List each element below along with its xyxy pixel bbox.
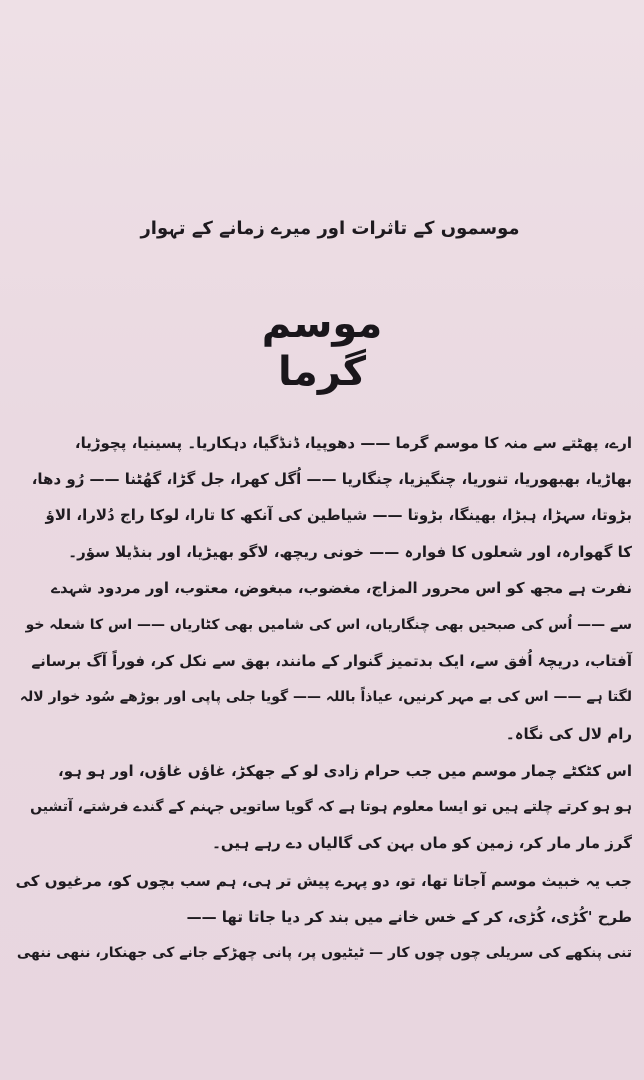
text-line: کا گھوارہ، اور شعلوں کا فوارہ —— خونی ریچھ، لاگو بھیڑیا، اور بنڈیلا سؤر۔: [68, 543, 632, 561]
text-line: آفتاب، دریچۂ اُفق سے، ایک بدتمیز گنوار کے مانند، بھق سے نکل کر، فوراً آگ برسانے: [31, 652, 632, 670]
text-line: بڑوتا، سہڑا، ہبڑا، بھینگا، بڑوتا —— شیاطین کی آنکھ کا تارا، لوکا راج دُلارا، الاؤ: [45, 506, 632, 524]
text-line: طرح 'کُڑی، کُڑی، کر کے خس خانے میں بند کر دیا جاتا تھا ——: [186, 908, 632, 926]
text-line: ہو ہو کرتے چلتے ہیں تو ایسا معلوم ہوتا ہے کہ گویا ساتویں جہنم کے گندے فرشتے، آتشیں: [30, 799, 632, 815]
text-line: رام لال کی نگاہ۔: [505, 725, 632, 743]
text-line: سے —— اُس کی صبحیں بھی چنگاریاں، اس کی شامیں بھی کٹاریاں —— اس کا شعلہ خو: [25, 617, 632, 633]
text-line: بھاڑیا، بھبھوریا، تنوریا، چنگیزیا، چنگاریا —— اُگل کھرا، جل گڑا، گھُٹنا —— رُو دھا،: [31, 470, 632, 488]
text-line: تنی پنکھے کی سریلی چوں چوں کار — ٹیٹیوں پر، پانی چھڑکے جانے کی جھنکار، ننھی ننھی: [16, 945, 632, 961]
text-line: لگتا ہے —— اس کی بے مہر کرنیں، عیاذاً باللہ —— گویا جلی پاپی اور بوڑھے سُود خوار لالہ: [19, 689, 632, 705]
text-line: ارے، پھٹتے سے منہ کا موسم گرما —— دھوپیا، ڈنڈگیا، دہکاریا۔ پسینیا، پچوڑیا،: [74, 434, 632, 452]
text-line: نفرت ہے مجھ کو اس محرور المزاج، مغضوب، مبغوض، معتوب، اور مردود شہدے: [51, 579, 632, 597]
document-subtitle: موسم گرما: [261, 301, 383, 395]
text-line: گرز مار مار کر، زمین کو ماں بہن کی گالیاں دے رہے ہیں۔: [212, 834, 632, 852]
document-title: موسموں کے تاثرات اور میرے زمانے کے تہوار: [140, 218, 520, 239]
text-line: اس کٹکٹے چمار موسم میں جب حرام زادی لو کے جھکڑ، غاؤں غاؤں، اور ہو ہو،: [58, 762, 632, 780]
text-line: جب یہ خبیث موسم آجاتا تھا، تو، دو پہرے پیش تر ہی، ہم سب بچوں کو، مرغیوں کی: [15, 872, 632, 890]
